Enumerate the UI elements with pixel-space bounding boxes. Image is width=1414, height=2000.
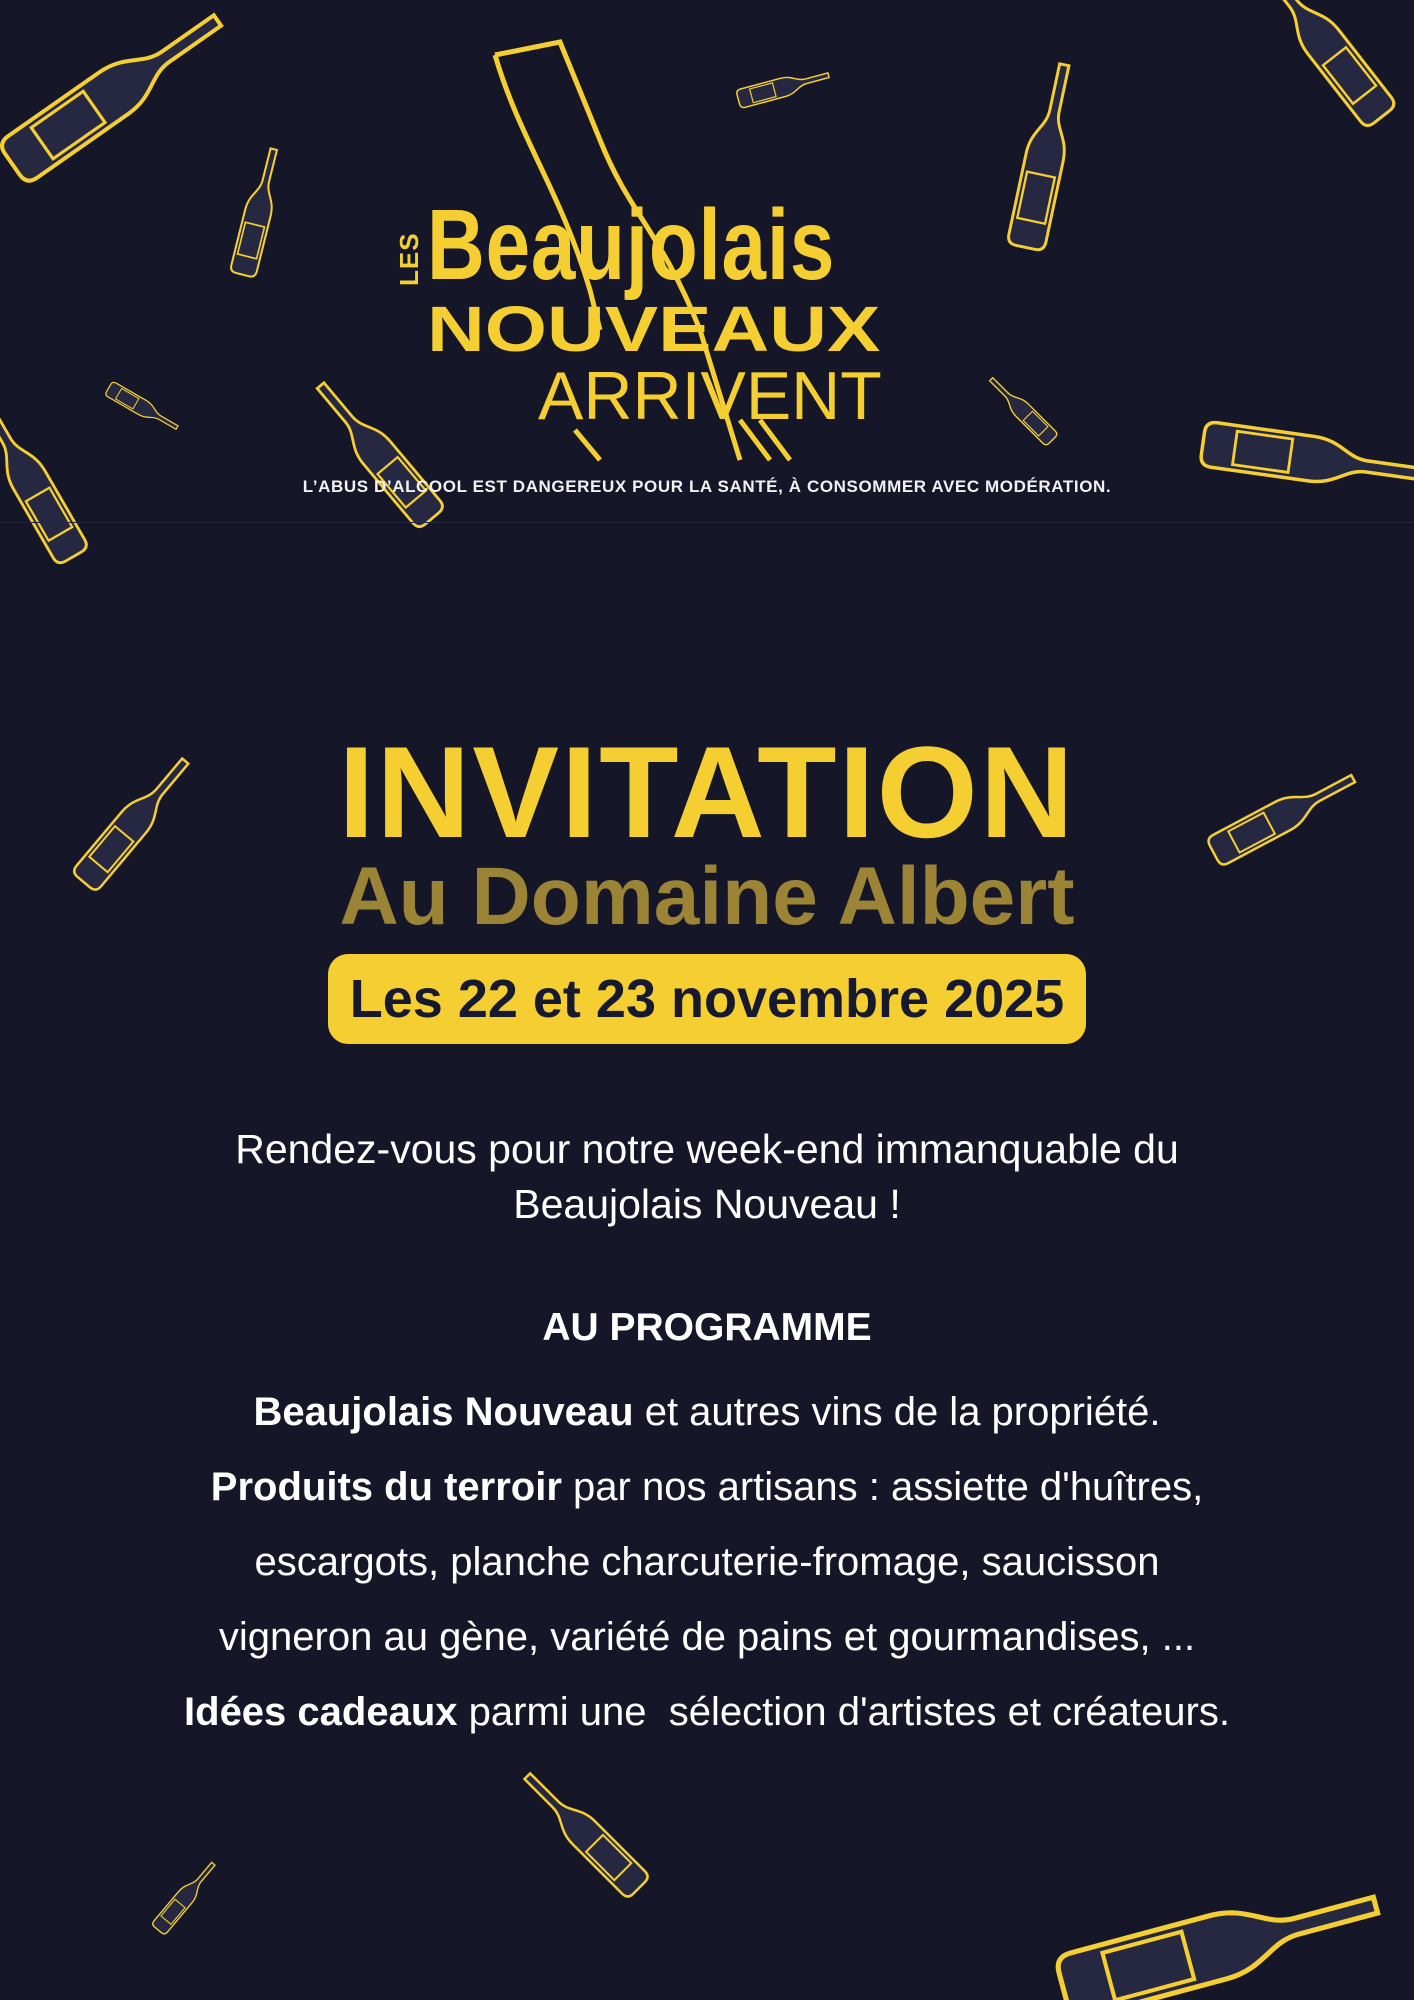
wine-bottle-icon <box>151 1858 220 1935</box>
health-disclaimer: L’ABUS D’ALCOOL EST DANGEREUX POUR LA SANTÉ, À CONSOMMER AVEC MODÉRATION. <box>302 477 1112 496</box>
programme-item-highlight: Beaujolais Nouveau <box>253 1390 634 1434</box>
venue-subtitle: Au Domaine Albert <box>339 851 1075 942</box>
programme-item <box>60 1525 1354 1600</box>
programme-item-highlight: Produits du terroir <box>210 1465 562 1509</box>
programme-title: AU PROGRAMME <box>542 1306 872 1349</box>
date-badge <box>328 954 1086 1044</box>
wine-bottle-icon <box>516 1765 650 1899</box>
programme-item-text: escargots, planche charcuterie-fromage, saucisson <box>254 1540 1160 1584</box>
programme-item-highlight: Idées cadeaux <box>184 1690 458 1734</box>
logo-les: LES <box>394 232 424 286</box>
programme-list <box>60 1375 1354 1750</box>
programme-item-text: vigneron au gène, variété de pains et gourmandises, ... <box>218 1615 1196 1659</box>
programme-item <box>60 1450 1354 1525</box>
wine-bottle-icon <box>1055 1874 1384 2000</box>
beaujolais-logo <box>0 0 1414 523</box>
invitation-title: INVITATION <box>338 719 1076 865</box>
programme-item <box>60 1375 1354 1450</box>
intro-line: Rendez-vous pour notre week-end immanquable du <box>235 1126 1179 1172</box>
programme-item-text: parmi une sélection d'artistes et créateurs. <box>457 1690 1230 1734</box>
logo-nouveaux: NOUVEAUX <box>427 293 881 365</box>
date-text: Les 22 et 23 novembre 2025 <box>349 969 1065 1029</box>
programme-item-text: et autres vins de la propriété. <box>633 1390 1161 1434</box>
logo-beaujolais: Beaujolais <box>427 189 836 301</box>
programme-item-text: par nos artisans : assiette d'huîtres, <box>561 1465 1204 1509</box>
programme-item <box>60 1600 1354 1675</box>
programme-item <box>60 1675 1354 1750</box>
intro-text <box>150 1122 1264 1232</box>
intro-line: Beaujolais Nouveau ! <box>513 1181 901 1227</box>
logo-arrivent: ARRIVENT <box>538 358 882 434</box>
